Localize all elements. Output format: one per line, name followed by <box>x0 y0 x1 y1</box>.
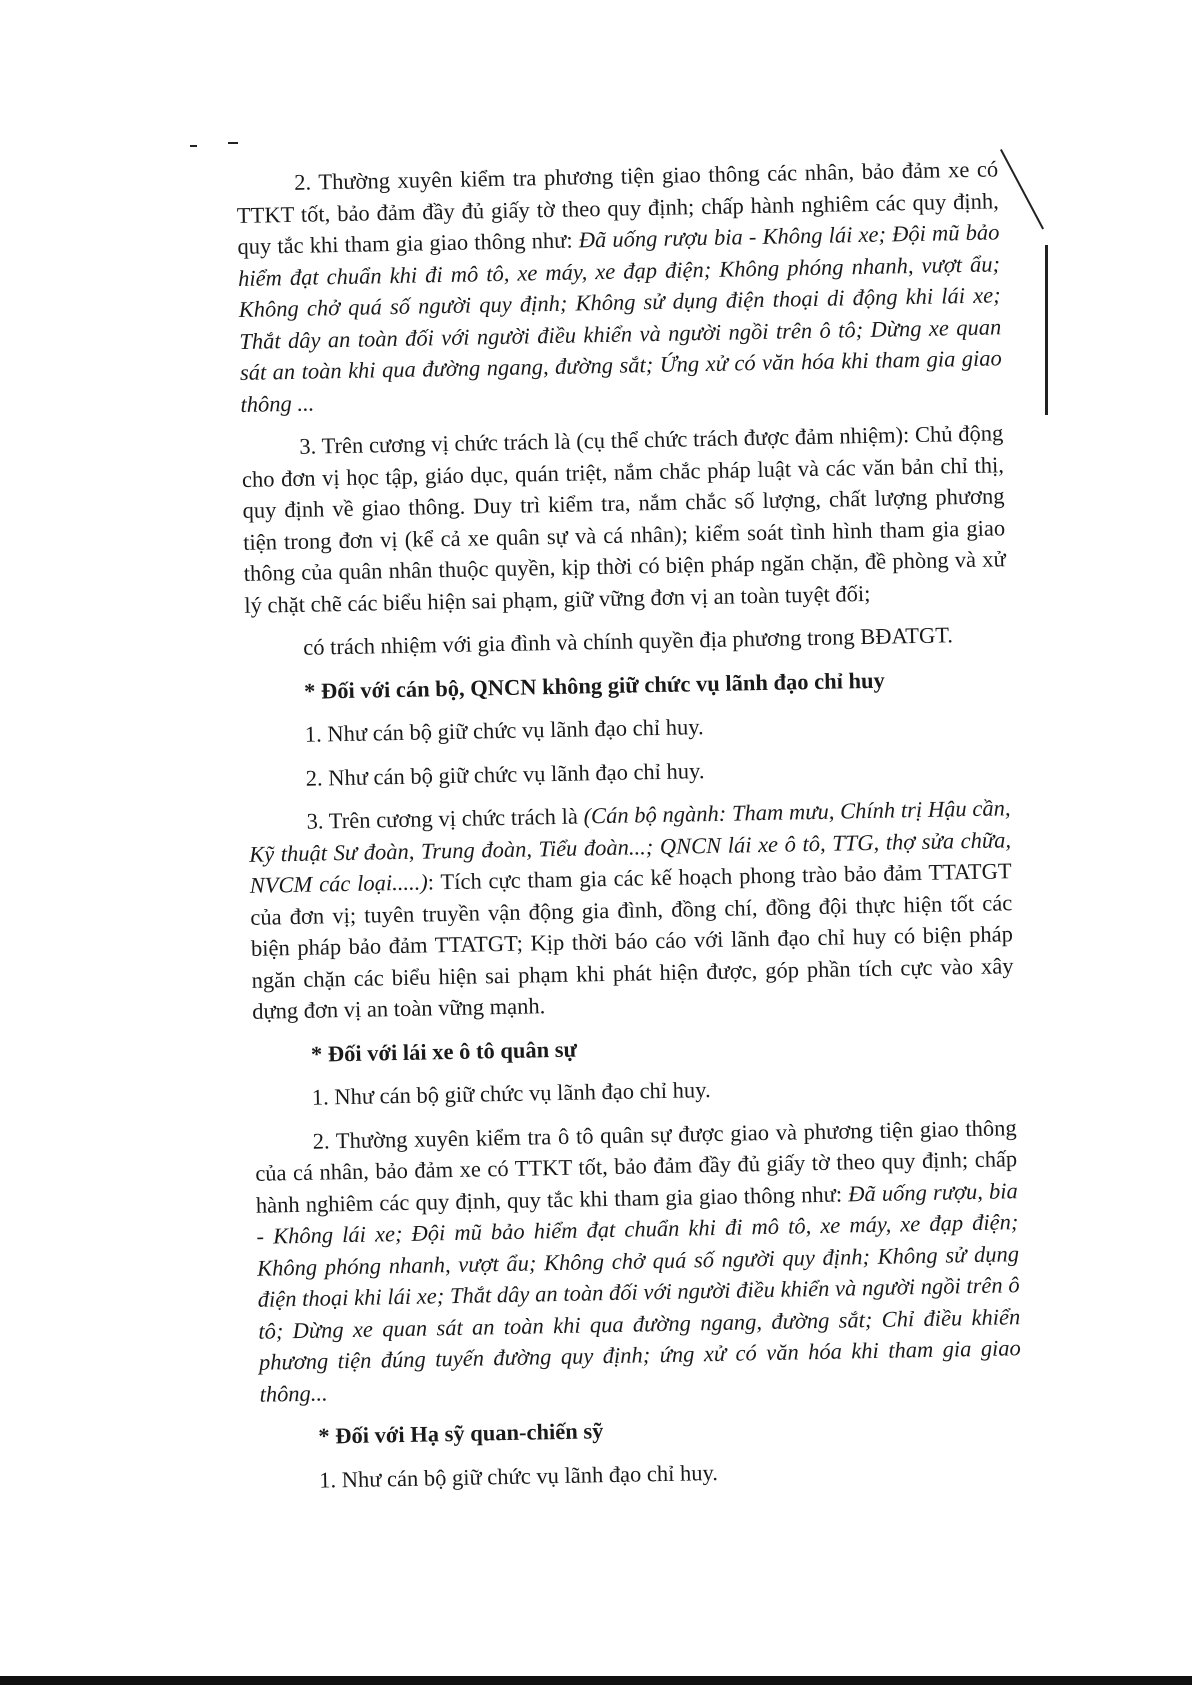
paragraph <box>261 1451 1023 1497</box>
paragraph <box>241 417 1006 621</box>
scan-mark-vertical <box>1045 245 1048 415</box>
paragraph <box>247 705 1009 751</box>
text-run: * Đối với Hạ sỹ quan-chiến sỹ <box>318 1418 604 1449</box>
text-run: 2. Thường xuyên kiểm tra ô tô quân sự được giao và phương tiện giao thông của cá nhân, bảo đảm xe có TTKT tốt, bảo đảm đầy đủ giấy tờ theo quy định; chấp hành nghiêm các quy định, quy tắc khi tham gia giao thông như: <box>255 1114 1018 1218</box>
text-run: : Tích cực tham gia các kế hoạch phong trào bảo đảm TTATGT của đơn vị; tuyên truyền vận động gia đình, đồng chí, đồng đội thực hiện tốt các biện pháp bảo đảm TTATGT; Kịp thời báo cáo với lãnh đạo chỉ huy có biện pháp ngăn chặn các biểu hiện sai phạm khi phát hiện được, góp phần tích cực vào xây dựng đơn vị an toàn vững mạnh. <box>250 858 1014 1024</box>
document-body <box>236 153 1024 1508</box>
text-run: 3. Trên cương vị chức trách là (cụ thể chức trách được đảm nhiệm): Chủ động cho đơn vị học tập, giáo dục, quán triệt, nắm chắc pháp luật và các văn bản chỉ thị, quy định về giao thông. Duy trì kiểm tra, nắm chắc số lượng, chất lượng phương tiện trong đơn vị (kể cả xe quân sự và cá nhân); kiểm soát tình hình tham gia giao thông của quân nhân thuộc quyền, kịp thời có biện pháp ngăn chặn, đề phòng và xử lý chặt chẽ các biểu hiện sai phạm, giữ vững đơn vị an toàn tuyệt đối; <box>241 420 1006 618</box>
text-run: có trách nhiệm với gia đình và chính quyền địa phương trong BĐATGT. <box>302 622 954 660</box>
section-heading <box>260 1407 1022 1453</box>
text-run: 1. Như cán bộ giữ chức vụ lãnh đạo chỉ huy. <box>304 714 704 747</box>
italic-text-run: Đã uống rượu bia - Không lái xe; Đội mũ bảo hiểm đạt chuẩn khi đi mô tô, xe máy, xe đạp điện; Không phóng nhanh, vượt ẩu; Không chở quá số người quy định; Không sử dụng điện thoại di động khi lái xe; Thắt dây an toàn đối với người điều khiển và người ngồi trên ô tô; Dừng xe quan sát an toàn khi qua đường ngang, đường sắt; Ứng xử có văn hóa khi tham gia giao thông ... <box>237 219 1003 417</box>
scan-mark-dash <box>190 145 197 147</box>
scan-bottom-edge <box>0 1676 1192 1685</box>
text-run: 2. Thường xuyên kiểm tra phương tiện giao thông các nhân, bảo đảm xe có TTKT tốt, bảo đảm đầy đủ giấy tờ theo quy định; chấp hành nghiêm các quy định, quy tắc khi tham gia giao thông như: <box>236 156 1000 259</box>
paragraph <box>236 153 1003 420</box>
paragraph <box>254 1068 1016 1114</box>
section-heading <box>253 1025 1015 1071</box>
scan-mark-diagonal <box>1000 149 1044 229</box>
paragraph <box>248 792 1014 1027</box>
text-run: 2. Như cán bộ giữ chức vụ lãnh đạo chỉ huy. <box>305 757 705 791</box>
paragraph <box>247 749 1009 795</box>
text-run: * Đối với lái xe ô tô quân sự <box>310 1036 578 1067</box>
text-run: 3. Trên cương vị chức trách là <box>306 803 584 834</box>
text-run: 1. Như cán bộ giữ chức vụ lãnh đạo chỉ huy. <box>311 1077 711 1110</box>
section-heading <box>246 662 1008 708</box>
text-run: * Đối với cán bộ, QNCN không giữ chức vụ lãnh đạo chỉ huy <box>303 667 886 704</box>
italic-text-run: Đã uống rượu, bia - Không lái xe; Đội mũ bảo hiểm đạt chuẩn khi đi mô tô, xe máy, xe đạp điện; Không phóng nhanh, vượt ẩu; Không chở quá số người quy định; Không sử dụng điện thoại khi lái xe; Thắt dây an toàn đối với người điều khiển và người ngồi trên ô tô; Dừng xe quan sát an toàn khi qua đường ngang, đường sắt; Chỉ điều khiển phương tiện đúng tuyến đường quy định; ứng xử có văn hóa khi tham gia giao thông... <box>256 1177 1022 1407</box>
italic-text-run: (Cán bộ ngành: Tham mưu, Chính trị Hậu cần, Kỹ thuật Sư đoàn, Trung đoàn, Tiểu đoàn...; QNCN lái xe ô tô, TTG, thợ sửa chữa, NVCM các loại.....) <box>248 795 1012 898</box>
text-run: 1. Như cán bộ giữ chức vụ lãnh đạo chỉ huy. <box>318 1459 719 1493</box>
paragraph <box>245 618 1007 664</box>
paragraph <box>254 1112 1021 1410</box>
scan-mark-dash <box>228 142 238 144</box>
